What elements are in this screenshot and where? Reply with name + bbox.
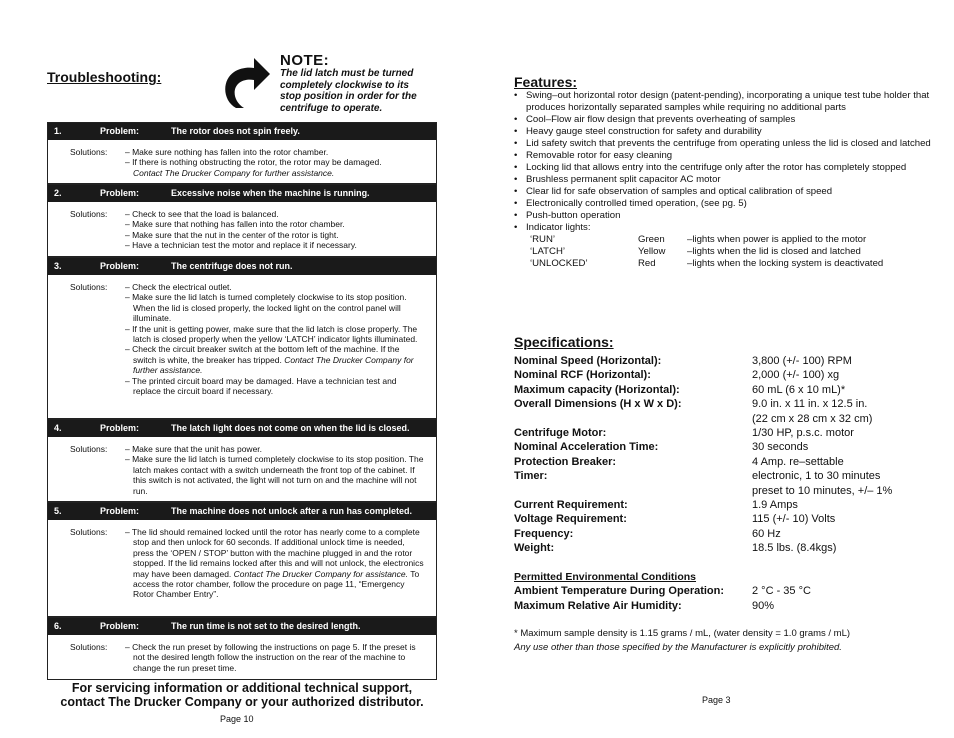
solutions-label: Solutions: xyxy=(70,527,108,537)
feature-item: • Push-button operation xyxy=(514,210,934,222)
solution-item: – Make sure nothing has fallen into the rotor chamber. xyxy=(125,147,329,157)
problem-header xyxy=(48,123,436,140)
solution-item: – Make sure the lid latch is turned completely clockwise to its stop position. When the lid is closed properly, the locked light on the control panel will illuminate. xyxy=(125,292,407,324)
specifications-title: Specifications: xyxy=(514,334,614,350)
problem-number: 4. xyxy=(54,423,62,433)
service-info: For servicing information or additional technical support, contact The Drucker Company or your authorized distributor. xyxy=(60,681,424,709)
indicator-color: Yellow xyxy=(638,246,666,257)
solutions-section xyxy=(48,520,436,616)
problem-header xyxy=(48,258,436,275)
solutions-section xyxy=(48,140,436,183)
problem-number: 5. xyxy=(54,506,62,516)
solutions-section xyxy=(48,437,436,501)
solutions-section xyxy=(48,202,436,256)
solution-item: Contact The Drucker Company for further assistance. xyxy=(133,167,335,178)
troubleshooting-title: Troubleshooting: xyxy=(47,69,162,85)
problem-number: 2. xyxy=(54,188,62,198)
note-heading: NOTE: xyxy=(280,52,330,69)
spec-row: Frequency: 60 Hz xyxy=(514,527,781,540)
usage-disclaimer: Any use other than those specified by the Manufacturer is explicitly prohibited. xyxy=(514,642,842,653)
spec-row: Overall Dimensions (H x W x D): 9.0 in. x 11 in. x 12.5 in. xyxy=(514,398,868,411)
feature-item: • Indicator lights: xyxy=(514,222,934,234)
solutions-section xyxy=(48,275,436,418)
solutions-label: Solutions: xyxy=(70,642,108,652)
problem-header xyxy=(48,420,436,437)
problem-label: Problem: xyxy=(100,423,140,433)
feature-item: • Electronically controlled timed operation, (see pg. 5) xyxy=(514,198,934,210)
spec-row: Current Requirement: 1.9 Amps xyxy=(514,499,798,512)
features-list xyxy=(514,90,934,270)
problem-text: Excessive noise when the machine is running. xyxy=(171,188,370,198)
problem-label: Problem: xyxy=(100,126,140,136)
problem-header xyxy=(48,618,436,635)
solution-item: – The lid should remained locked until the rotor has nearly come to a complete stop and then unlock for 60 seconds. If additional unlock time is needed, press the ‘OPEN / STOP’ button with the machine plugged in and the rotor stopped. If the lid remains locked after this and will not unlock, the electronics may have been damaged. Contact The Drucker Company for assistance. To access the rotor chamber, follow the procedure on page 11, “Emergency Rotor Chamber Entry”. xyxy=(125,527,424,600)
spec-row: Centrifuge Motor: 1/30 HP, p.s.c. motor xyxy=(514,427,854,440)
page-number-left: Page 10 xyxy=(220,714,254,724)
specifications-list xyxy=(514,354,934,613)
solution-item: – Check the run preset by following the instructions on page 5. If the preset is not the desired length follow the instruction on the rear of the machine to change the run preset time. xyxy=(125,642,416,673)
indicator-color: Red xyxy=(638,258,656,269)
indicator-row xyxy=(514,246,934,258)
problem-header xyxy=(48,503,436,520)
problem-block xyxy=(47,122,437,184)
solution-item: – If the unit is getting power, make sure that the lid latch is close properly. The latch is closed properly when the yellow ‘LATCH’ indicator lights illuminated. xyxy=(125,323,418,345)
problem-text: The rotor does not spin freely. xyxy=(171,126,300,136)
solution-item: – Make sure the lid latch is turned completely clockwise to its stop position. The latch makes contact with a switch underneath the front top of the cabinet. If this switch is not activated, the light will not turn on and the machine will not run. xyxy=(125,454,424,496)
spec-row: Nominal Acceleration Time: 30 seconds xyxy=(514,441,809,454)
feature-item: • Lid safety switch that prevents the centrifuge from operating unless the lid is closed and latched xyxy=(514,138,934,150)
spec-row: preset to 10 minutes, +/– 1% xyxy=(752,484,893,497)
env-row: Ambient Temperature During Operation: 2 °C - 35 °C xyxy=(514,585,811,598)
problem-text: The run time is not set to the desired length. xyxy=(171,621,361,631)
indicator-desc: –lights when power is applied to the motor xyxy=(687,234,867,245)
solution-item: – If there is nothing obstructing the rotor, the rotor may be damaged. xyxy=(125,157,382,168)
feature-item: • Heavy gauge steel construction for safety and durability xyxy=(514,126,934,138)
page-number-right: Page 3 xyxy=(702,695,731,705)
solutions-label: Solutions: xyxy=(70,282,108,292)
problem-text: The latch light does not come on when the lid is closed. xyxy=(171,423,410,433)
spec-row: Nominal RCF (Horizontal): 2,000 (+/- 100) xg xyxy=(514,369,840,382)
solution-item: – The printed circuit board may be damaged. Have a technician test and replace the circuit board if necessary. xyxy=(125,375,397,397)
solution-item: – Have a technician test the motor and replace it if necessary. xyxy=(125,240,357,251)
feature-item: • Removable rotor for easy cleaning xyxy=(514,150,934,162)
solution-item: – Make sure that the nut in the center of the rotor is tight. xyxy=(125,229,339,240)
feature-item: • Clear lid for safe observation of samples and optical calibration of speed xyxy=(514,186,934,198)
problem-block xyxy=(47,617,437,680)
spec-row: Voltage Requirement: 115 (+/- 10) Volts xyxy=(514,513,836,526)
solution-item: – Check the electrical outlet. xyxy=(125,282,232,292)
feature-item: • Cool–Flow air flow design that prevents overheating of samples xyxy=(514,114,934,126)
spec-row: Nominal Speed (Horizontal): 3,800 (+/- 100) RPM xyxy=(514,355,852,367)
problem-label: Problem: xyxy=(100,621,140,631)
problem-label: Problem: xyxy=(100,188,140,198)
problem-header xyxy=(48,185,436,202)
env-row: Maximum Relative Air Humidity: 90% xyxy=(514,599,775,612)
solution-item: – Make sure that nothing has fallen into the rotor chamber. xyxy=(125,219,345,230)
problem-label: Problem: xyxy=(100,261,140,271)
feature-item: • Brushless permanent split capacitor AC motor xyxy=(514,174,934,186)
solution-item: – Check the circuit breaker switch at the bottom left of the machine. If the switch is white, the breaker has tripped. Contact The Drucker Company for further assistance. xyxy=(125,344,414,376)
solutions-label: Solutions: xyxy=(70,147,108,157)
feature-item: • Locking lid that allows entry into the centrifuge only after the rotor has completely stopped xyxy=(514,162,934,174)
problem-number: 3. xyxy=(54,261,62,271)
indicator-name: ‘LATCH’ xyxy=(530,246,566,257)
feature-item: • Swing–out horizontal rotor design (patent-pending), incorporating a unique test tube holder that produces horizontally separated samples while requiring no additional parts xyxy=(514,90,934,114)
note-text: The lid latch must be turned completely clockwise to its stop position in order for the centrifuge to operate. xyxy=(280,68,417,114)
troubleshooting-table xyxy=(47,122,437,680)
problem-number: 6. xyxy=(54,621,62,631)
problem-block xyxy=(47,502,437,617)
spec-row: Maximum capacity (Horizontal): 60 mL (6 x 10 mL)* xyxy=(514,383,846,396)
solution-item: – Check to see that the load is balanced. xyxy=(125,209,279,219)
spec-row: Timer: electronic, 1 to 30 minutes xyxy=(514,470,881,483)
indicator-name: ‘RUN’ xyxy=(530,234,556,245)
solutions-label: Solutions: xyxy=(70,209,108,219)
problem-text: The centrifuge does not run. xyxy=(171,261,293,271)
indicator-row xyxy=(514,258,934,270)
indicator-color: Green xyxy=(638,234,665,245)
problem-block xyxy=(47,419,437,502)
problem-block xyxy=(47,184,437,257)
spec-row: Protection Breaker: 4 Amp. re–settable xyxy=(514,455,844,468)
footnote xyxy=(514,627,934,655)
problem-text: The machine does not unlock after a run has completed. xyxy=(171,506,413,516)
density-note: * Maximum sample density is 1.15 grams / mL, (water density = 1.0 grams / mL) xyxy=(514,628,851,639)
solutions-section xyxy=(48,635,436,679)
indicator-desc: –lights when the lid is closed and latched xyxy=(687,246,861,257)
indicator-desc: –lights when the locking system is deactivated xyxy=(687,258,884,269)
problem-number: 1. xyxy=(54,126,62,136)
environment-title: Permitted Environmental Conditions xyxy=(514,571,697,584)
problem-block xyxy=(47,257,437,419)
spec-row: Weight: 18.5 lbs. (8.4kgs) xyxy=(514,542,837,555)
features-title: Features: xyxy=(514,74,578,90)
problem-label: Problem: xyxy=(100,506,140,516)
indicator-name: ‘UNLOCKED’ xyxy=(530,258,588,269)
clockwise-arrow-icon xyxy=(220,50,272,112)
spec-row: (22 cm x 28 cm x 32 cm) xyxy=(752,412,873,425)
solution-item: – Make sure that the unit has power. xyxy=(125,444,263,454)
solutions-label: Solutions: xyxy=(70,444,108,454)
indicator-row xyxy=(514,234,934,246)
